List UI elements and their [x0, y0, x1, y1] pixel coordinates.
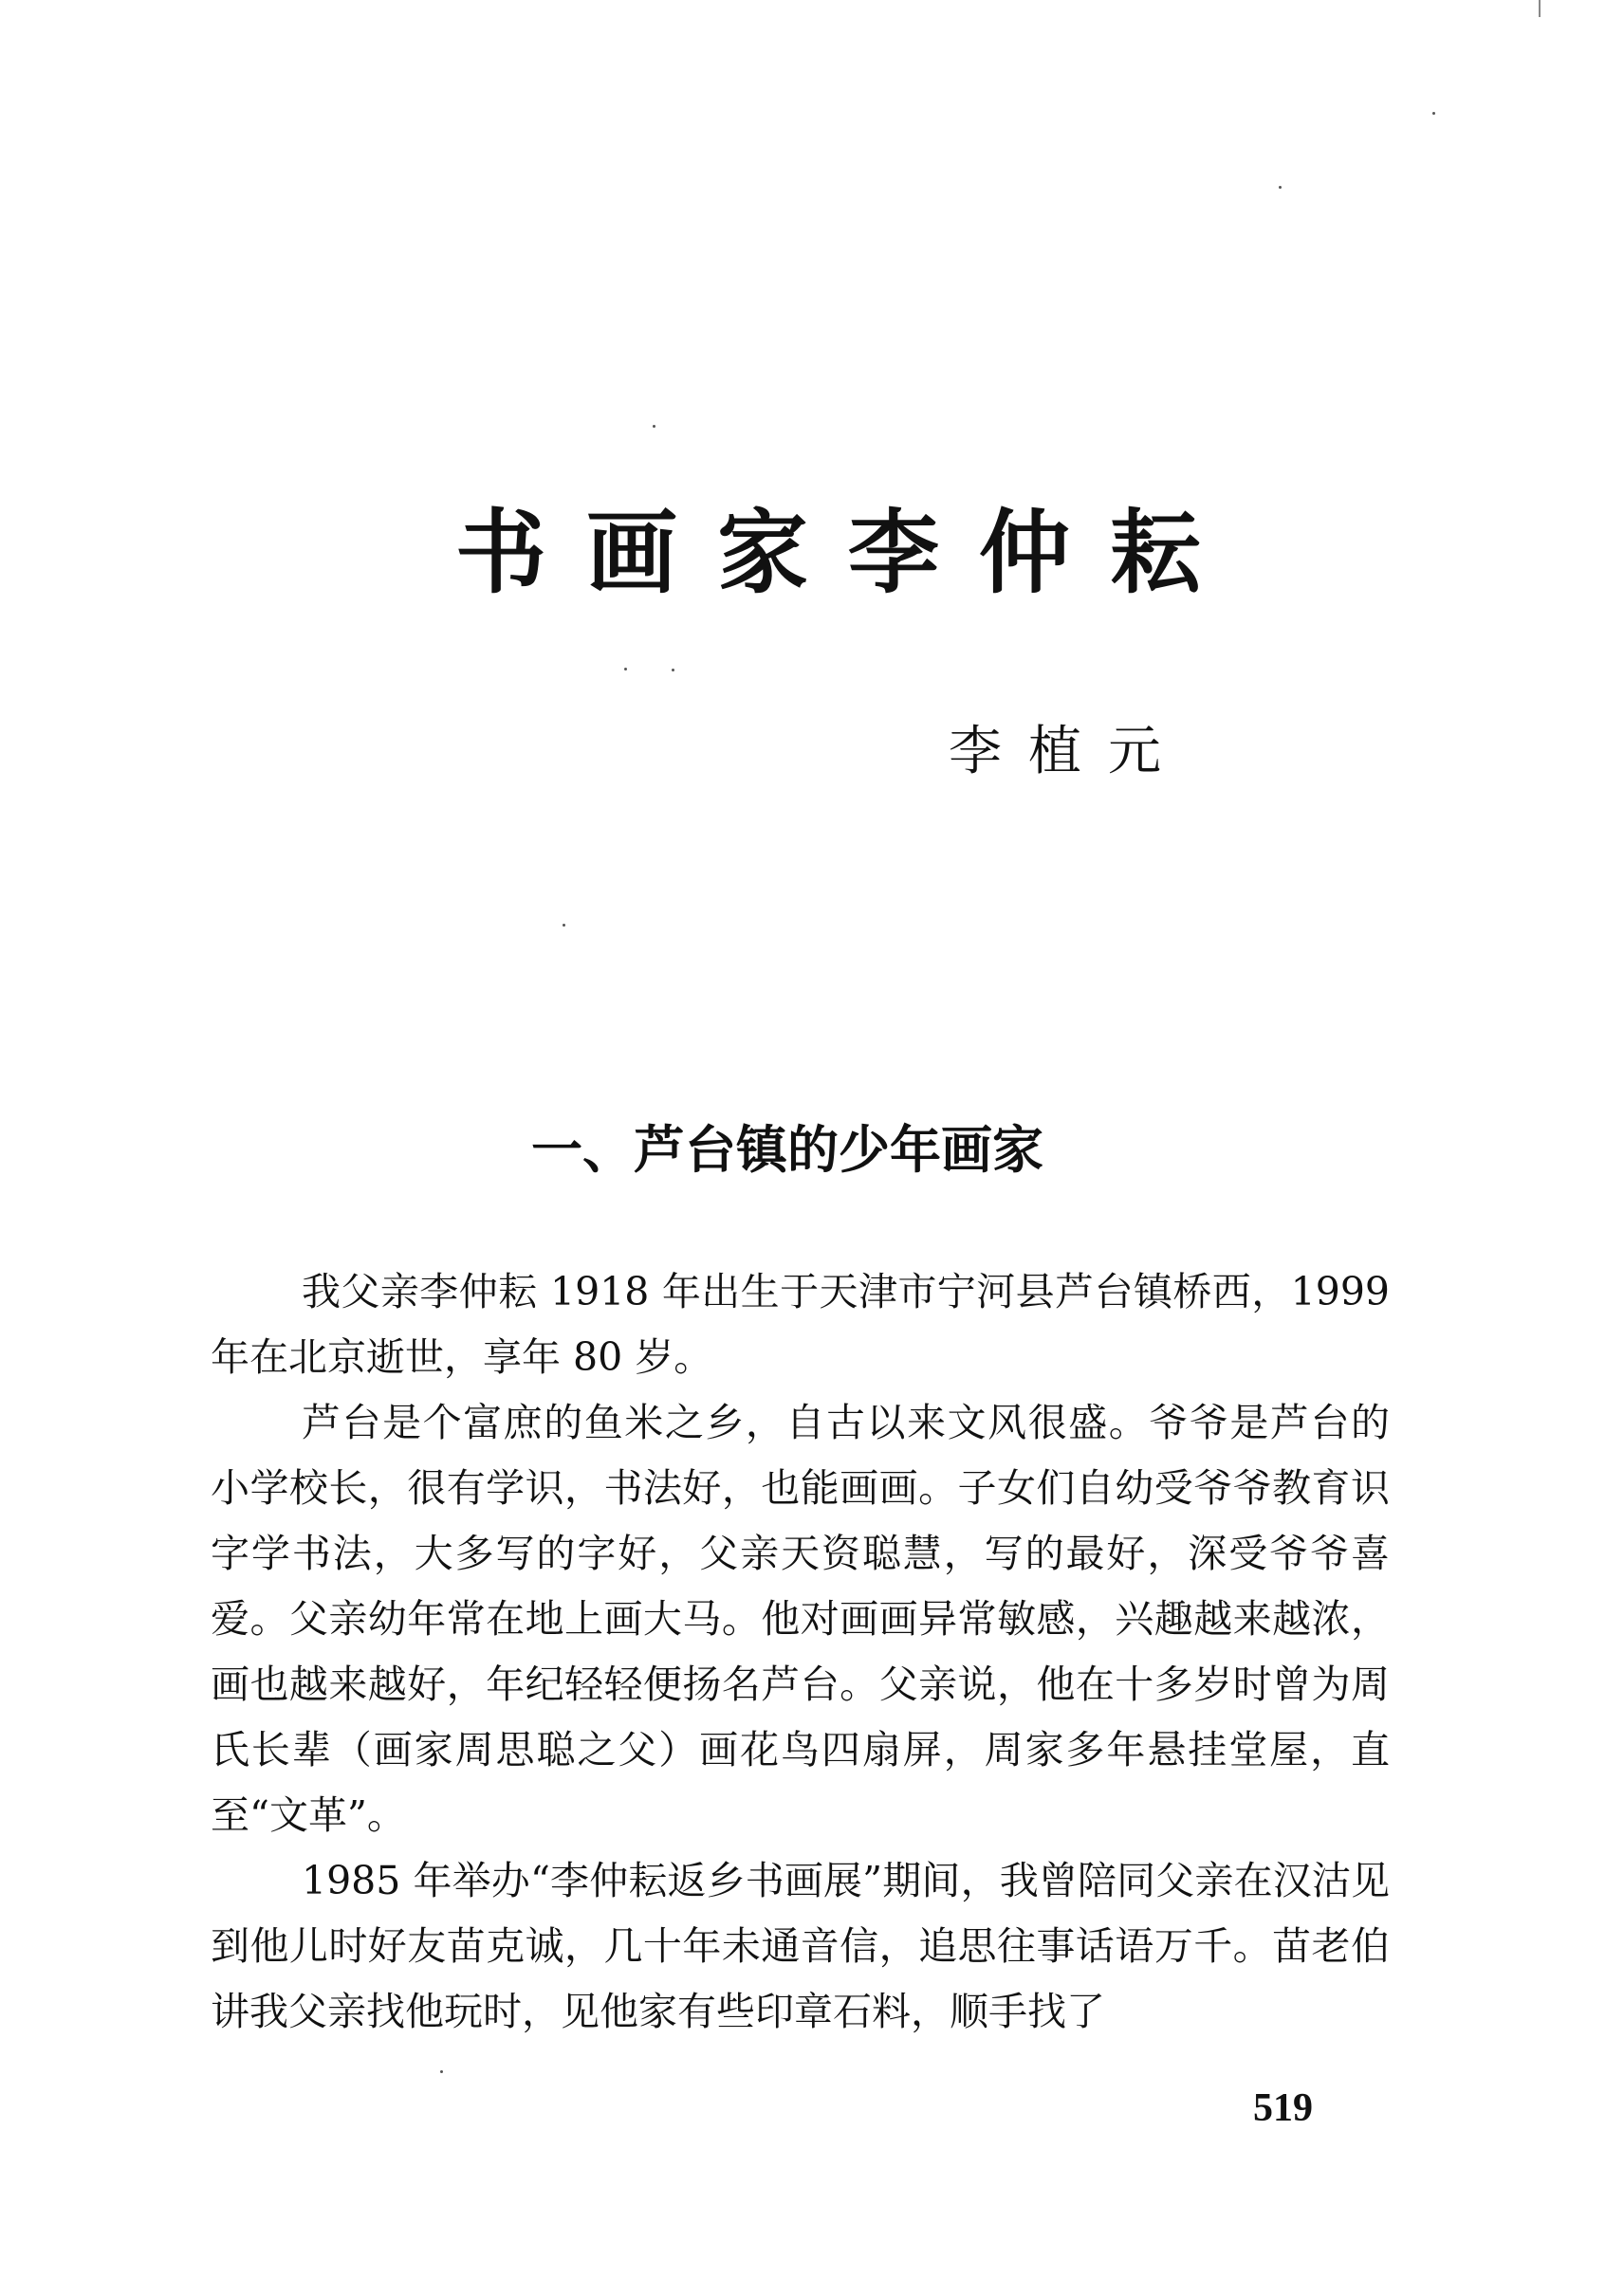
scan-speck	[563, 924, 565, 927]
scan-edge-mark	[1539, 0, 1541, 17]
scan-speck	[672, 669, 674, 671]
article-author: 李植元	[949, 721, 1188, 782]
scan-speck	[624, 668, 627, 670]
paragraph: 1985 年举办“李仲耘返乡书画展”期间，我曾陪同父亲在汉沽见到他儿时好友苗克诚，几十年未通音信，追思往事话语万千。苗老伯讲我父亲找他玩时，见他家有些印章石料，顺手找了	[211, 1858, 1390, 2034]
paragraph: 芦台是个富庶的鱼米之乡，自古以来文风很盛。爷爷是芦台的小学校长，很有学识，书法好，也能画画。子女们自幼受爷爷教育识字学书法，大多写的字好，父亲天资聪慧，写的最好，深受爷爷喜爱。父亲幼年常在地上画大马。他对画画异常敏感，兴趣越来越浓，画也越来越好，年纪轻轻便扬名芦台。父亲说，他在十多岁时曾为周氏长辈（画家周思聪之父）画花鸟四扇屏，周家多年悬挂堂屋，直至“文革”。	[211, 1400, 1390, 1838]
page-number: 519	[1253, 2086, 1313, 2130]
paragraph: 我父亲李仲耘 1918 年出生于天津市宁河县芦台镇桥西，1999 年在北京逝世，享年 80 岁。	[211, 1269, 1390, 1380]
section-heading: 一、芦台镇的少年画家	[531, 1120, 1043, 1180]
article-title: 书画家李仲耘	[455, 499, 1241, 606]
scan-speck	[1432, 112, 1435, 115]
scan-speck	[1279, 186, 1282, 189]
body-text	[211, 1259, 1390, 2045]
scan-speck	[653, 425, 655, 428]
scan-speck	[440, 2070, 443, 2073]
